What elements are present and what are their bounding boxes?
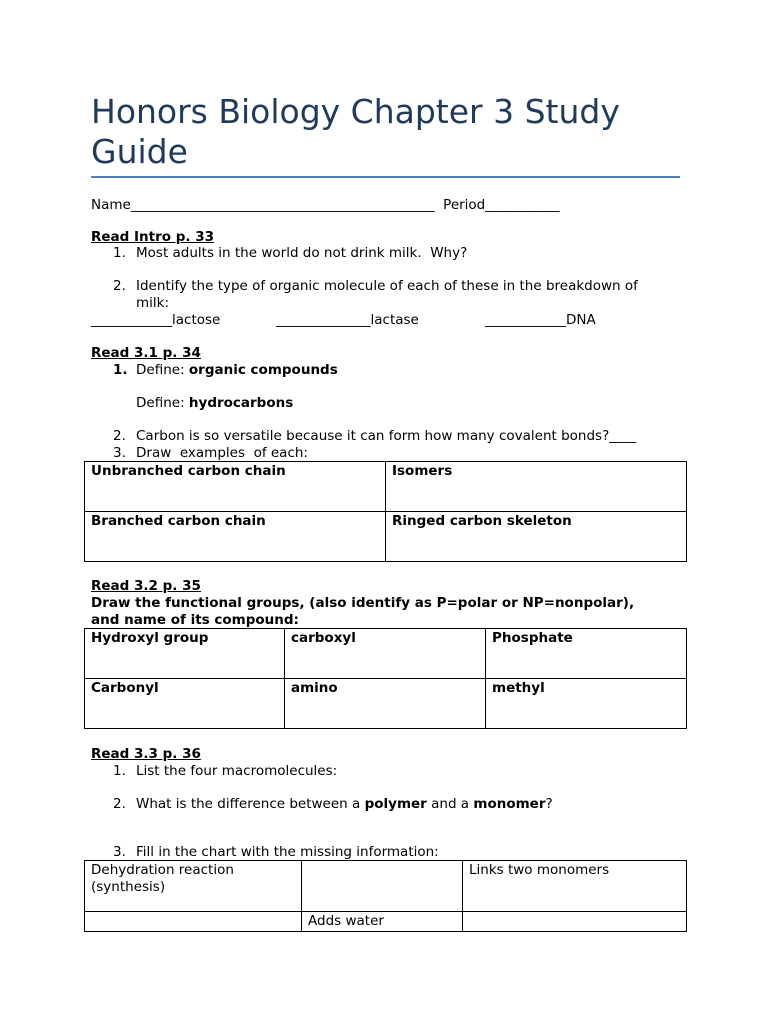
s33-q2-number: 2.	[113, 796, 126, 812]
document-title: Honors Biology Chapter 3 Study Guide	[91, 92, 620, 171]
s31-q1-number: 1.	[113, 362, 128, 378]
table-cell: Ringed carbon skeleton	[386, 512, 687, 562]
q2-text-start: What is the difference between a	[136, 796, 365, 812]
intro-q2-number: 2.	[113, 278, 126, 294]
s31-q3-text: Draw examples of each:	[136, 445, 308, 461]
hydrocarbons-term: hydrocarbons	[188, 395, 294, 411]
monomer-term: monomer	[473, 796, 546, 812]
name-period-line: Name_____________________________________________ Period___________	[91, 197, 560, 213]
table-cell: Links two monomers	[463, 861, 687, 912]
table-cell: Hydroxyl group	[85, 629, 285, 679]
organic-compounds-term: organic compounds	[188, 362, 338, 378]
intro-heading: Read Intro p. 33	[91, 229, 215, 245]
table-cell: Carbonyl	[85, 679, 285, 729]
carbon-examples-table	[84, 461, 687, 562]
intro-q1-text: Most adults in the world do not drink milk. Why?	[136, 245, 468, 261]
dna-blank: ____________DNA	[485, 312, 596, 328]
lactase-blank: ______________lactase	[276, 312, 419, 328]
q2-text-mid: and a	[426, 796, 474, 812]
s33-q3-text: Fill in the chart with the missing information:	[136, 844, 439, 860]
polymer-term: polymer	[364, 796, 427, 812]
title-underline	[91, 176, 680, 178]
s31-define-hydrocarbons	[136, 395, 293, 412]
s31-q2-text: Carbon is so versatile because it can form how many covalent bonds?____	[136, 428, 637, 444]
table-cell	[85, 861, 302, 912]
s31-define-organic	[136, 362, 338, 379]
s31-q3-number: 3.	[113, 445, 126, 461]
table-cell: carboxyl	[285, 629, 486, 679]
lactose-blank: ____________lactose	[91, 312, 221, 328]
intro-q2-text-cont: milk:	[136, 295, 170, 311]
define-label: Define:	[136, 362, 189, 378]
q2-text-end: ?	[545, 796, 553, 812]
intro-q1-number: 1.	[113, 245, 126, 261]
table-cell: Branched carbon chain	[85, 512, 386, 562]
section-32-heading: Read 3.2 p. 35	[91, 578, 201, 594]
define-label: Define:	[136, 395, 189, 411]
s32-instructions: Draw the functional groups, (also identify as P=polar or NP=nonpolar),	[91, 595, 635, 611]
table-cell	[85, 912, 302, 932]
reactions-table	[84, 860, 687, 932]
s32-instructions-cont: and name of its compound:	[91, 612, 299, 628]
section-33-heading: Read 3.3 p. 36	[91, 746, 201, 762]
intro-q2-text: Identify the type of organic molecule of each of these in the breakdown of	[136, 278, 638, 294]
section-31-heading: Read 3.1 p. 34	[91, 345, 201, 361]
s33-q2-text	[136, 796, 553, 813]
table-cell: Phosphate	[486, 629, 687, 679]
s31-q2-number: 2.	[113, 428, 126, 444]
table-cell: Unbranched carbon chain	[85, 462, 386, 512]
table-cell: methyl	[486, 679, 687, 729]
table-cell: amino	[285, 679, 486, 729]
cell-text: (synthesis)	[91, 879, 166, 895]
s33-q1-number: 1.	[113, 763, 126, 779]
cell-text: Dehydration reaction	[91, 862, 234, 878]
table-cell	[302, 861, 463, 912]
s33-q3-number: 3.	[113, 844, 126, 860]
s33-q1-text: List the four macromolecules:	[136, 763, 338, 779]
table-cell: Isomers	[386, 462, 687, 512]
table-cell	[463, 912, 687, 932]
table-cell: Adds water	[302, 912, 463, 932]
functional-groups-table	[84, 628, 687, 729]
